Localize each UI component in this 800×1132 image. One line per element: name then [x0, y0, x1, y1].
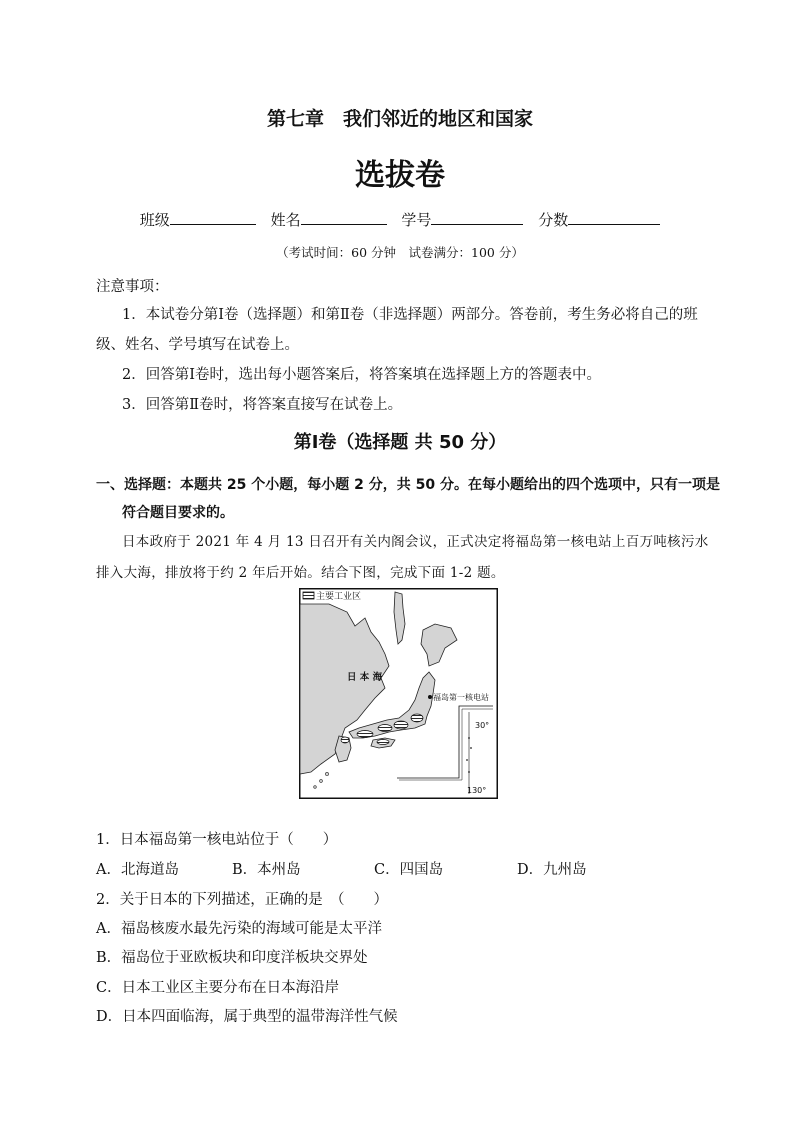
q2-option-a[interactable]: A．福岛核废水最先污染的海域可能是太平洋 — [96, 921, 382, 937]
student-info-row — [0, 209, 800, 230]
name-blank[interactable] — [301, 210, 387, 225]
section-instructions: 一、选择题：本题共 25 个小题，每小题 2 分，共 50 分。在每小题给出的四个选项中，只有一项是 — [96, 477, 720, 493]
section-title: 第Ⅰ卷（选择题 共 50 分） — [293, 432, 507, 453]
chapter-title: 第七章 我们邻近的地区和国家 — [266, 108, 533, 130]
name-field — [271, 209, 387, 230]
class-blank[interactable] — [170, 210, 256, 225]
score-label: 分数 — [538, 211, 569, 229]
legend-label: 主要工业区 — [316, 592, 362, 602]
legend-swatch — [303, 592, 314, 599]
question-1-stem: 1．日本福岛第一核电站位于（ ） — [96, 832, 338, 848]
score-field — [538, 209, 660, 230]
exam-title: 选拔卷 — [355, 158, 445, 193]
class-label: 班级 — [139, 211, 170, 229]
plant-label: 福岛第一核电站 — [433, 693, 489, 702]
q1-option-d[interactable]: D．九州岛 — [517, 862, 587, 878]
section-instructions-cont: 符合题目要求的。 — [122, 505, 234, 521]
question-context: 日本政府于 2021 年 4 月 13 日召开有关内阁会议，正式决定将福岛第一核电站上百万吨核污水 — [122, 534, 709, 550]
time-note: （考试时间：60 分钟 试卷满分：100 分） — [276, 245, 524, 260]
japan-map — [299, 588, 498, 799]
question-context-cont: 排入大海，排放将于约 2 年后开始。结合下图，完成下面 1-2 题。 — [96, 565, 505, 581]
id-blank[interactable] — [431, 210, 523, 225]
q2-option-d[interactable]: D．日本四面临海，属于典型的温带海洋性气候 — [96, 1009, 398, 1025]
class-field — [140, 209, 256, 230]
name-label: 姓名 — [270, 211, 301, 229]
q2-option-b[interactable]: B．福岛位于亚欧板块和印度洋板块交界处 — [96, 950, 368, 966]
latitude-label: 30° — [475, 721, 490, 730]
q2-option-c[interactable]: C．日本工业区主要分布在日本海沿岸 — [96, 980, 340, 996]
notice-heading: 注意事项： — [96, 279, 169, 295]
plant-marker — [428, 695, 432, 699]
question-2-stem: 2．关于日本的下列描述，正确的是 （ ） — [96, 892, 388, 908]
score-blank[interactable] — [568, 210, 660, 225]
notice-item-1: 1．本试卷分第Ⅰ卷（选择题）和第Ⅱ卷（非选择题）两部分。答卷前，考生务必将自己的班 — [122, 307, 698, 323]
notice-item-1-cont: 级、姓名、学号填写在试卷上。 — [96, 337, 299, 353]
sea-label: 日 本 海 — [347, 672, 383, 683]
q1-option-a[interactable]: A．北海道岛 — [96, 862, 179, 878]
q1-option-c[interactable]: C．四国岛 — [374, 862, 444, 878]
q1-option-b[interactable]: B．本州岛 — [232, 862, 301, 878]
id-field — [401, 209, 523, 230]
notice-item-2: 2．回答第Ⅰ卷时，选出每小题答案后，将答案填在选择题上方的答题表中。 — [122, 367, 601, 383]
longitude-label: 130° — [467, 786, 487, 795]
question-1-options — [96, 858, 587, 879]
id-label: 学号 — [401, 211, 432, 229]
notice-item-3: 3．回答第Ⅱ卷时，将答案直接写在试卷上。 — [122, 397, 403, 413]
